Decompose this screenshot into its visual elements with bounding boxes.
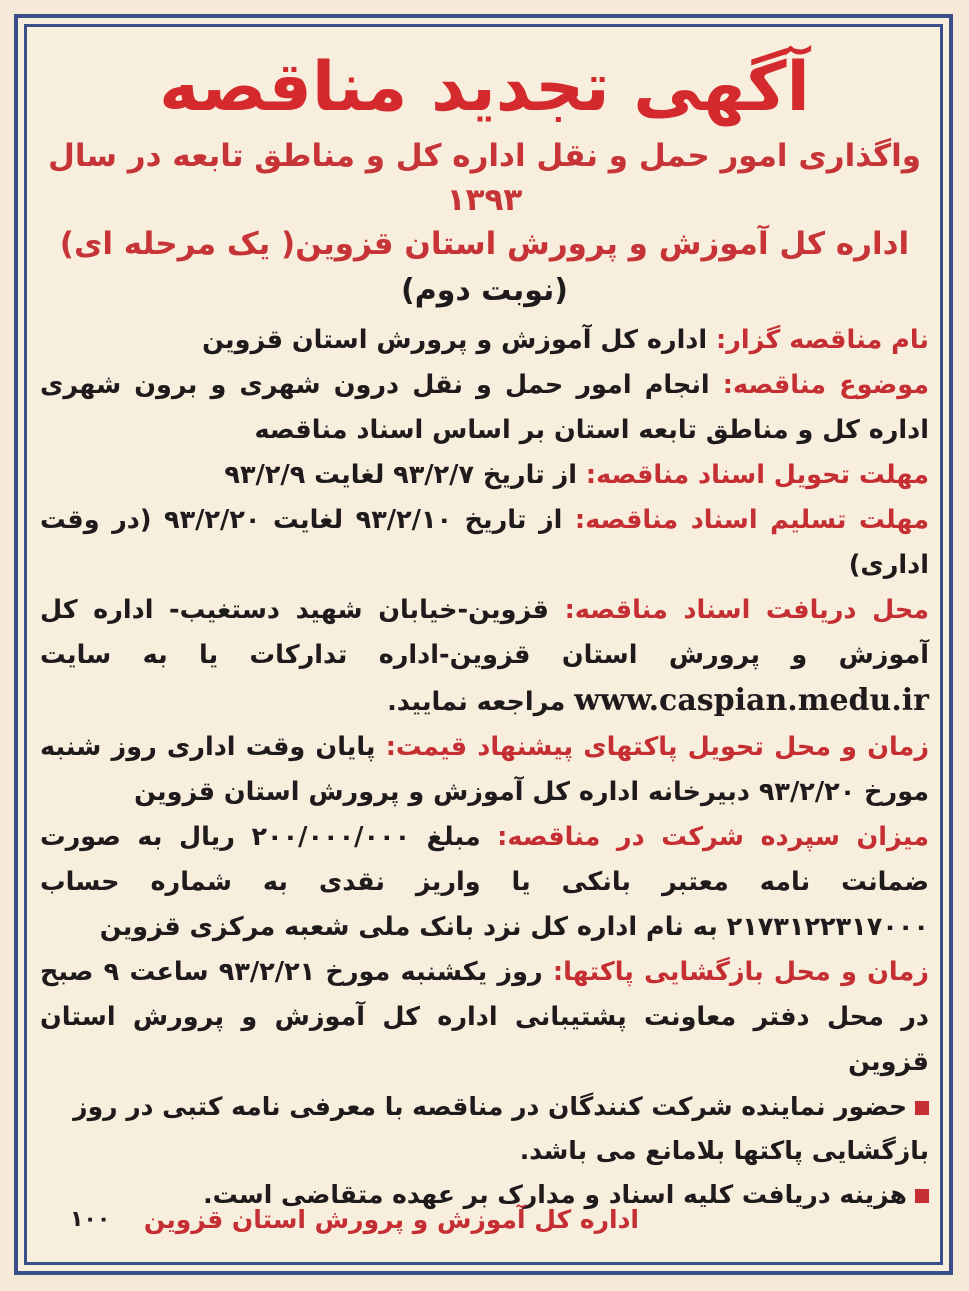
notice-subtitle-line1: واگذاری امور حمل و نقل اداره کل و مناطق تابعه در سال ۱۳۹۳ <box>47 138 922 218</box>
note-text: هزینه دریافت کلیه اسناد و مدارک بر عهده متقاضی است. <box>203 1180 907 1209</box>
tenderer-row <box>40 318 929 363</box>
footer-organization: اداره کل آموزش و پرورش استان قزوین <box>143 1205 639 1234</box>
submission-deadline-label: مهلت تسلیم اسناد مناقصه: <box>574 505 929 535</box>
notice-subtitle-line2: اداره کل آموزش و پرورش استان قزوین( یک مرحله ای) <box>59 226 910 262</box>
tender-notice <box>40 36 929 1256</box>
deposit-value: مبلغ ۲۰۰/۰۰۰/۰۰۰ ریال به صورت ضمانت نامه معتبر بانکی یا واریز نقدی به شماره حساب ۲۱۷۳۱۲۲۳۱۷۰۰۰ به نام اداره کل نزد بانک ملی شعبه مرکزی قزوین <box>40 822 929 942</box>
submission-deadline-value: از تاریخ ۹۳/۲/۱۰ لغایت ۹۳/۲/۲۰ (در وقت اداری) <box>40 505 929 580</box>
bullet-square-icon <box>915 1101 929 1115</box>
footer-number: ۱۰۰ <box>70 1207 111 1232</box>
opening-row <box>40 950 929 1085</box>
notice-title: آگهی تجدید مناقصه <box>159 48 810 127</box>
footer <box>40 1200 929 1240</box>
subject-row <box>40 363 929 453</box>
subject-label: موضوع مناقصه: <box>722 370 929 400</box>
deposit-label: میزان سپرده شرکت در مناقصه: <box>497 822 930 852</box>
note-text: حضور نماینده شرکت کنندگان در مناقصه با معرفی نامه کتبی در روز بازگشایی پاکتها بلامانع می باشد. <box>73 1092 929 1165</box>
notice-round: (نوبت دوم) <box>401 273 568 308</box>
subject-value: انجام امور حمل و نقل درون شهری و برون شهری اداره کل و مناطق تابعه استان بر اساس اسناد مناقصه <box>40 370 929 445</box>
delivery-deadline-value: از تاریخ ۹۳/۲/۷ لغایت ۹۳/۲/۹ <box>224 460 586 490</box>
delivery-deadline-label: مهلت تحویل اسناد مناقصه: <box>585 460 929 490</box>
envelope-delivery-label: زمان و محل تحویل پاکتهای پیشنهاد قیمت: <box>385 732 930 762</box>
deposit-row <box>40 815 929 950</box>
receipt-place-value: قزوین-خیابان شهید دستغیب- اداره کل آموزش و پرورش استان قزوین-اداره تدارکات یا به سایت <box>40 595 929 670</box>
tenderer-label: نام مناقصه گزار: <box>716 325 929 355</box>
website-link[interactable]: www.caspian.medu.ir <box>574 683 929 718</box>
receipt-place-tail: مراجعه نمایید. <box>387 687 575 717</box>
note-item <box>40 1085 929 1173</box>
submission-deadline-row <box>40 498 929 588</box>
receipt-place-label: محل دریافت اسناد مناقصه: <box>564 595 930 625</box>
opening-value: روز یکشنبه مورخ ۹۳/۲/۲۱ ساعت ۹ صبح در محل دفتر معاونت پشتیبانی اداره کل آموزش و پرورش استان قزوین <box>40 957 929 1077</box>
envelope-delivery-value: پایان وقت اداری روز شنبه مورخ ۹۳/۲/۲۰ دبیرخانه اداره کل آموزش و پرورش استان قزوین <box>40 732 929 807</box>
receipt-place-row <box>40 588 929 725</box>
opening-label: زمان و محل بازگشایی پاکتها: <box>552 957 929 987</box>
envelope-delivery-row <box>40 725 929 815</box>
delivery-deadline-row <box>40 453 929 498</box>
tenderer-value: اداره کل آموزش و پرورش استان قزوین <box>202 325 717 355</box>
